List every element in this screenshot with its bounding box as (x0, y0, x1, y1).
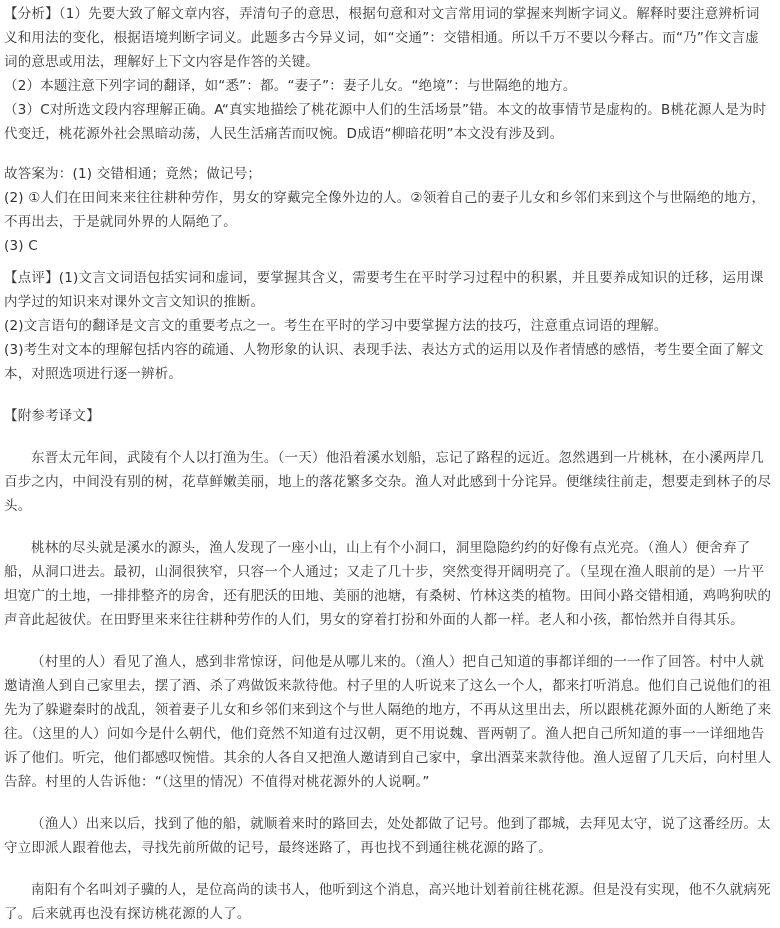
answer-section (4, 162, 772, 258)
comment-paragraph-3: (3)考生对文本的理解包括内容的疏通、人物形象的认识、表现手法、表达方式的运用以及作者情感的感悟，考生要全面了解文本，对照选项进行逐一辨析。 (4, 342, 764, 382)
comment-paragraph-2: (2)文言语句的翻译是文言文的重要考点之一。考生在平时的学习中要掌握方法的技巧，注意重点词语的理解。 (4, 318, 668, 334)
translation-paragraph-1: 东晋太元年间，武陵有个人以打渔为生。（一天）他沿着溪水划船，忘记了路程的远近。忽然遇到一片桃林，在小溪两岸几百步之内，中间没有别的树，花草鲜嫩美丽，地上的落花繁多交杂。渔人对此感到十分诧异。便继续往前走，想要走到林子的尽头。 (4, 450, 772, 514)
translation-paragraph-4: （渔人）出来以后，找到了他的船，就顺着来时的路回去，处处都做了记号。他到了郡城，去拜见太守，说了这番经历。太守立即派人跟着他去，寻找先前所做的记号，最终迷路了，再也找不到通往桃花源的路了。 (4, 816, 771, 856)
comment-section (4, 266, 772, 386)
translation-paragraph-3: （村里的人）看见了渔人，感到非常惊讶，问他是从哪儿来的。（渔人）把自己知道的事都详细的一一作了回答。村中人就邀请渔人到自己家里去，摆了酒、杀了鸡做饭来款待他。村子里的人听说来了这么一个人，都来打听消息。他们自己说他们的祖先为了躲避秦时的战乱，领着妻子儿女和乡邻们来到这个与世人隔绝的地方，不再从这里出去，所以跟桃花源外面的人断绝了来往。（这里的人）问如今是什么朝代，他们竟然不知道有过汉朝，更不用说魏、晋两朝了。渔人把自己所知道的事一一详细地告诉了他们。听完，他们都感叹惋惜。其余的人各自又把渔人邀请到自己家中，拿出酒菜来款待他。渔人逗留了几天后，向村里人告辞。村里的人告诉他：“（这里的情况）不值得对桃花源外的人说啊。” (4, 654, 772, 790)
translation-heading: 【附参考译文】 (4, 408, 100, 424)
answer-line-1: 故答案为：(1) 交错相通；竟然；做记号； (4, 166, 262, 182)
analysis-paragraph-2: （2）本题注意下列字词的翻译，如“悉”：都。“妻子”：妻子儿女。“绝境”：与世隔绝的地方。 (4, 78, 577, 94)
analysis-paragraph-3: （3）C对所选文段内容理解正确。A“真实地描绘了桃花源中人们的生活场景”错。本文的故事情节是虚构的。B桃花源人是为时代变迁，桃花源外社会黑暗动荡，人民生活痛苦而叹惋。D成语“柳暗花明”本文没有涉及到。 (4, 102, 767, 142)
translation-section (4, 404, 772, 926)
comment-paragraph-1: 【点评】(1)文言文词语包括实词和虚词，要掌握其含义，需要考生在平时学习过程中的积累，并且要养成知识的迁移，运用课内学过的知识来对课外文言文知识的推断。 (4, 270, 764, 310)
document-body (4, 2, 772, 926)
analysis-paragraph-1: 【分析】（1）先要大致了解文章内容，弄清句子的意思，根据句意和对文言常用词的掌握来判断字词义。解释时要注意辨析词义和用法的变化，根据语境判断字词义。此题多古今异义词，如“交通”：交错相通。所以千万不要以今释古。而“乃”作文言虚词的意思或用法，理解好上下文内容是作答的关键。 (4, 6, 760, 70)
translation-paragraph-2: 桃林的尽头就是溪水的源头，渔人发现了一座小山，山上有个小洞口，洞里隐隐约约的好像有点光亮。（渔人）便舍弃了船，从洞口进去。最初，山洞很狭窄，只容一个人通过；又走了几十步，突然变得开阔明亮了。（呈现在渔人眼前的是）一片平坦宽广的土地，一排排整齐的房舍，还有肥沃的田地、美丽的池塘，有桑树、竹林这类的植物。田间小路交错相通，鸡鸣狗吠的声音此起彼伏。在田野里来来往往耕种劳作的人们，男女的穿着打扮和外面的人都一样。老人和小孩，都怡然并自得其乐。 (4, 540, 772, 628)
answer-line-3: (3) C (4, 238, 38, 254)
translation-paragraph-5: 南阳有个名叫刘子骥的人，是位高尚的读书人，他听到这个消息，高兴地计划着前往桃花源。但是没有实现，他不久就病死了。后来就再也没有探访桃花源的人了。 (4, 882, 771, 922)
analysis-section (4, 2, 772, 146)
answer-line-2: (2) ①人们在田间来来往往耕种劳作，男女的穿戴完全像外边的人。②领着自己的妻子儿女和乡邻们来到这个与世隔绝的地方，不再出去，于是就同外界的人隔绝了。 (4, 190, 766, 230)
